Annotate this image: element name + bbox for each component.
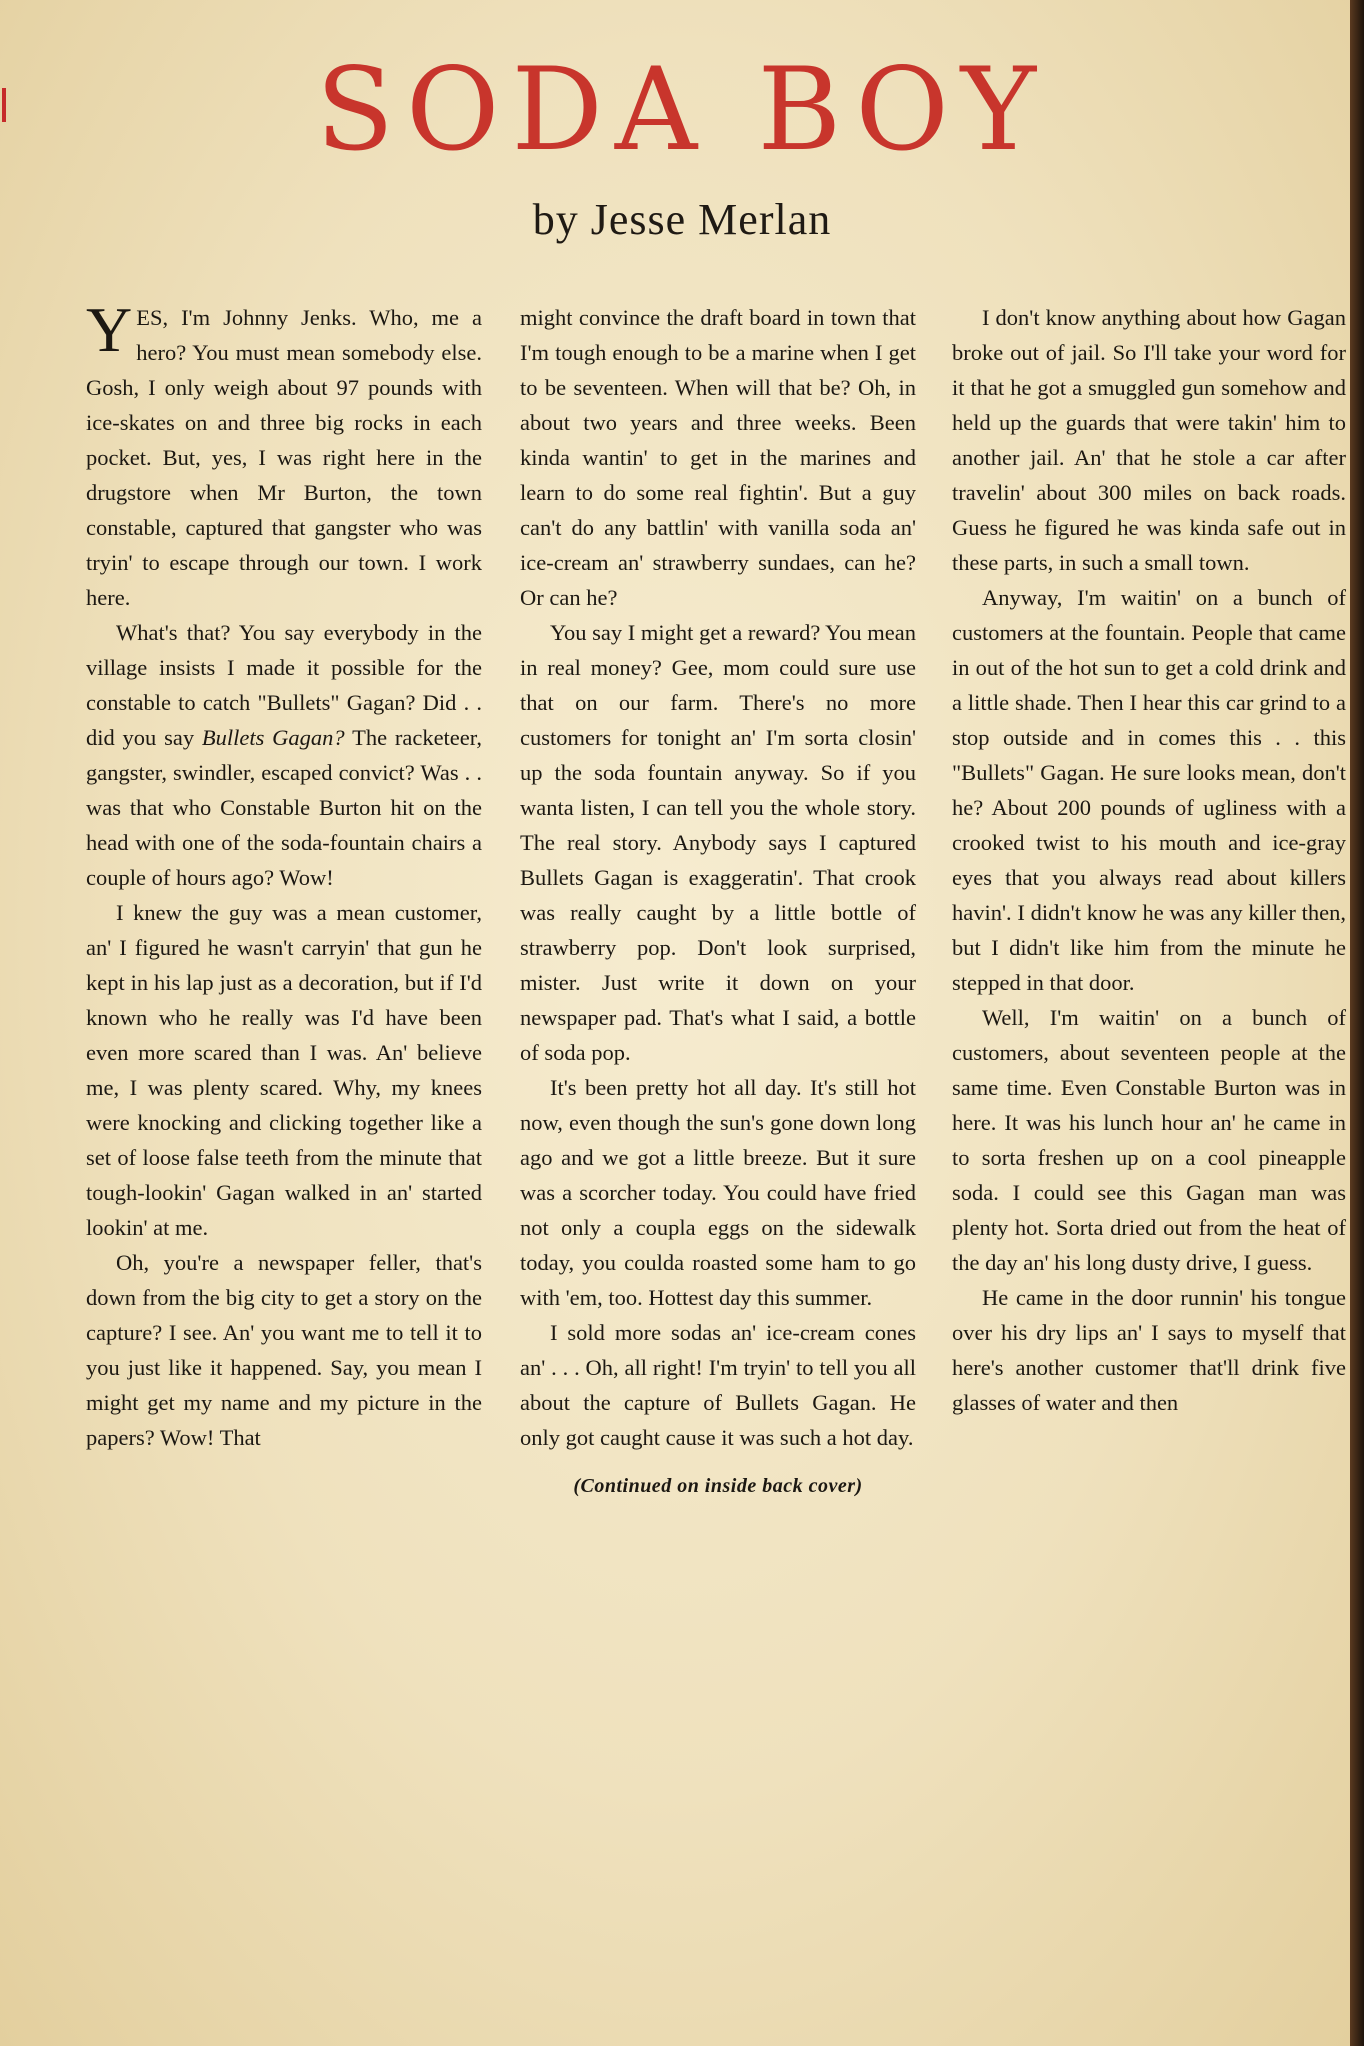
drop-cap: Y xyxy=(86,294,133,365)
paragraph: I don't know anything about how Gagan broke out of jail. So I'll take your word for it that he got a smuggled gun somehow and held up the guards that were takin' him to another jail. An' that he stole a car after travelin' about 300 miles on back roads. Guess he figured he was kinda safe out in these parts, in such a small town. xyxy=(952,305,1346,575)
paragraph: I sold more sodas an' ice-cream cones an' . . . Oh, all right! I'm tryin' to tell you all about the capture of Bullets Gagan. He only got caught cause it was such a hot day. xyxy=(520,1320,916,1450)
text-column-1 xyxy=(86,294,482,1455)
paragraph: I knew the guy was a mean customer, an' I figured he wasn't carryin' that gun he kept in his lap just as a decoration, but if I'd known who he really was I'd have been even more scared than I was. An' believe me, I was plenty scared. Why, my knees were knocking and clicking together like a set of loose false teeth from the minute that tough-lookin' Gagan walked in an' started lookin' at me. xyxy=(86,900,482,1240)
emphasis-text: Bullets Gagan? xyxy=(201,725,345,750)
paragraph: Anyway, I'm waitin' on a bunch of customers at the fountain. People that came in out of the hot sun to get a cold drink and a little shade. Then I hear this car grind to a stop outside and in comes this . . this "Bullets" Gagan. He sure looks mean, don't he? About 200 pounds of ugliness with a crooked twist to his mouth and ice-gray eyes that you always read about killers havin'. I didn't know he was any killer then, but I didn't like him from the minute he stepped in that door. xyxy=(952,585,1346,995)
paragraph: He came in the door runnin' his tongue over his dry lips an' I says to myself that here's another customer that'll drink five glasses of water and then xyxy=(952,1285,1346,1415)
paragraph: What's that? You say everybody in the village insists I made it possible for the constable to catch "Bullets" Gagan? Did . . did you say Bullets Gagan? The racketeer, gangster, swindler, escaped convict? Was . . was that who Constable Burton hit on the head with one of the soda-fountain chairs a couple of hours ago? Wow! xyxy=(86,620,482,890)
text-column-2 xyxy=(520,300,916,1504)
paragraph: Oh, you're a newspaper feller, that's down from the big city to get a story on the capture? I see. An' you want me to tell it to you just like it happened. Say, you mean I might get my name and my picture in the papers? Wow! That xyxy=(86,1250,482,1450)
text-column-3 xyxy=(952,300,1346,1420)
paragraph: It's been pretty hot all day. It's still hot now, even though the sun's gone down long ago and we got a little breeze. But it sure was a scorcher today. You could have fried not only a coupla eggs on the sidewalk today, you coulda roasted some ham to go with 'em, too. Hottest day this summer. xyxy=(520,1075,916,1310)
story-byline: by Jesse Merlan xyxy=(532,195,832,244)
story-title: SODA BOY xyxy=(315,43,1049,176)
paragraph: might convince the draft board in town that I'm tough enough to be a marine when I get to be seventeen. When will that be? Oh, in about two years and three weeks. Been kinda wantin' to get in the marines and learn to do some real fightin'. But a guy can't do any battlin' with vanilla soda an' ice-cream an' strawberry sundaes, can he? Or can he? xyxy=(520,305,916,610)
paragraph: Well, I'm waitin' on a bunch of customers, about seventeen people at the same time. Even Constable Burton was in here. It was his lunch hour an' he came in to sorta freshen up on a cool pineapple soda. I could see this Gagan man was plenty hot. Sorta dried out from the heat of the day an' his long dusty drive, I guess. xyxy=(952,1005,1346,1275)
page-binding-edge xyxy=(1350,0,1364,2046)
paragraph: YES, I'm Johnny Jenks. Who, me a hero? You must mean somebody else. Gosh, I only weigh about 97 pounds with ice-skates on and three big rocks in each pocket. But, yes, I was right here in the drugstore when Mr Burton, the town constable, captured that gangster who was tryin' to escape through our town. I work here. xyxy=(86,294,482,610)
continued-note: (Continued on inside back cover) xyxy=(573,1475,863,1497)
paragraph: You say I might get a reward? You mean in real money? Gee, mom could sure use that on our farm. There's no more customers for tonight an' I'm sorta closin' up the soda fountain anyway. So if you wanta listen, I can tell you the whole story. The real story. Anybody says I captured Bullets Gagan is exaggeratin'. That crook was really caught by a little bottle of strawberry pop. Don't look surprised, mister. Just write it down on your newspaper pad. That's what I said, a bottle of soda pop. xyxy=(520,620,916,1065)
